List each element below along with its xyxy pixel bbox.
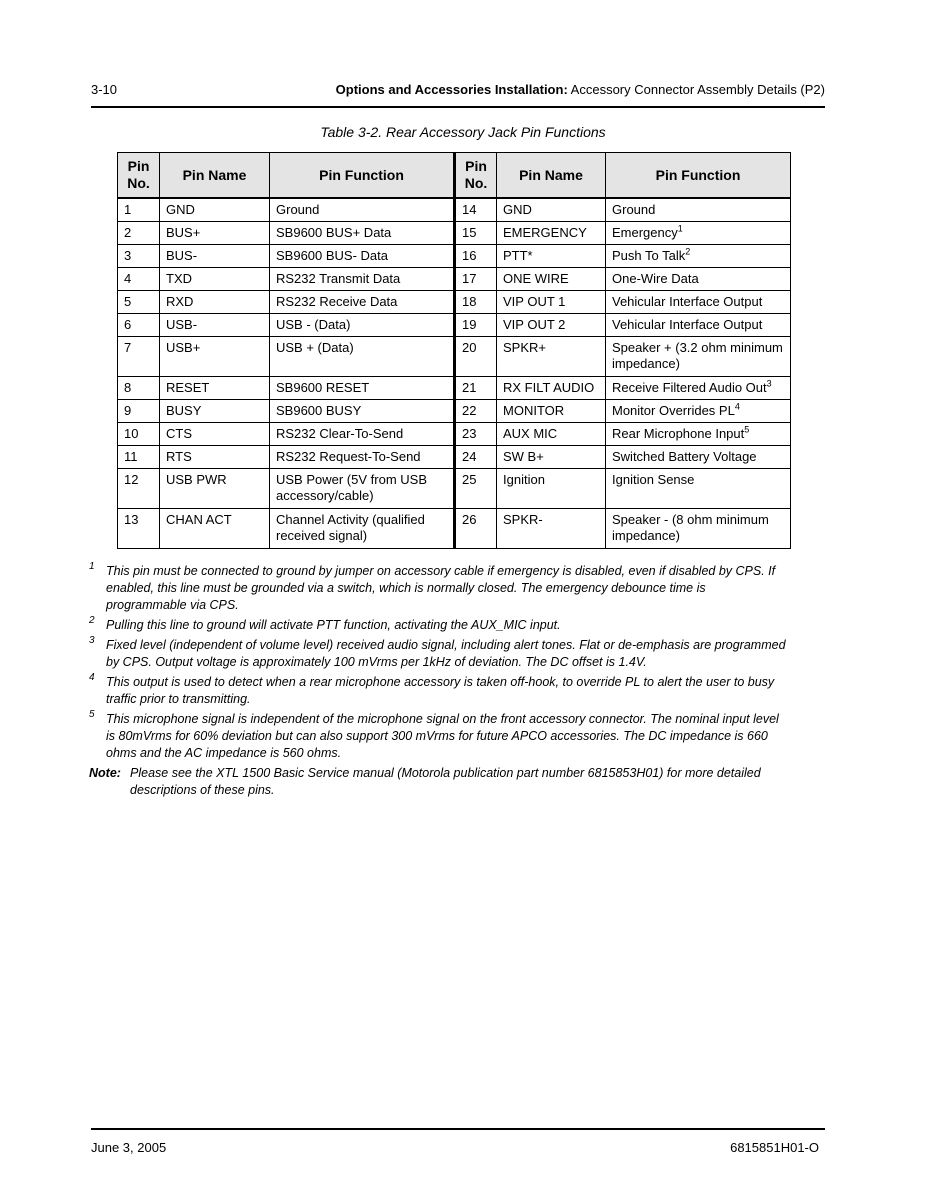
pin-no-cell: 2 (118, 222, 160, 245)
pin-no-cell: 5 (118, 291, 160, 314)
page-header (91, 82, 825, 100)
footnote-mark: 1 (89, 561, 95, 572)
pin-name-cell: CTS (160, 423, 270, 446)
pin-name-cell: GND (497, 198, 606, 222)
section-title-rest: Accessory Connector Assembly Details (P2) (567, 82, 825, 97)
pin-function-cell: Receive Filtered Audio Out$^3$ (606, 377, 791, 400)
pin-no-cell: 14 (455, 198, 497, 222)
pin-function-cell: RS232 Receive Data (270, 291, 455, 314)
table-row (118, 314, 791, 337)
footnote-ref: 4 (734, 401, 740, 412)
pin-function-cell: SB9600 BUS- Data (270, 245, 455, 268)
pin-no-cell: 23 (455, 423, 497, 446)
footnote (89, 617, 789, 634)
pin-function-cell: Speaker + (3.2 ohm minimum impedance) (606, 337, 791, 377)
pin-no-cell: 20 (455, 337, 497, 377)
pin-function-cell: SB9600 RESET (270, 377, 455, 400)
pin-name-cell: GND (160, 198, 270, 222)
footnote-text: Pulling this line to ground will activate PTT function, activating the AUX_MIC input. (106, 618, 561, 632)
pin-name-cell: RX FILT AUDIO (497, 377, 606, 400)
pin-name-cell: VIP OUT 2 (497, 314, 606, 337)
pin-function-cell: RS232 Request-To-Send (270, 446, 455, 469)
note-label: Note: (89, 766, 121, 780)
section-title-bold: Options and Accessories Installation: (335, 82, 568, 97)
pin-name-cell: BUSY (160, 400, 270, 423)
page-footer (91, 1140, 825, 1158)
table-row (118, 446, 791, 469)
header-pin-no: Pin No. (455, 153, 497, 199)
pin-name-cell: CHAN ACT (160, 509, 270, 549)
note-text: Please see the XTL 1500 Basic Service manual (Motorola publication part number 6815853H01) for more detailed descriptions of these pins. (130, 766, 761, 797)
pin-no-cell: 7 (118, 337, 160, 377)
pin-no-cell: 13 (118, 509, 160, 549)
pin-function-cell: One-Wire Data (606, 268, 791, 291)
pin-name-cell: ONE WIRE (497, 268, 606, 291)
pin-name-cell: USB PWR (160, 469, 270, 509)
pin-function-cell: USB + (Data) (270, 337, 455, 377)
table-row (118, 377, 791, 400)
header-rule (91, 106, 825, 108)
pin-function-cell: Switched Battery Voltage (606, 446, 791, 469)
footnote-ref: 1 (677, 223, 683, 234)
table-row (118, 400, 791, 423)
header-pin-name: Pin Name (497, 153, 606, 199)
pin-no-cell: 19 (455, 314, 497, 337)
pin-no-cell: 11 (118, 446, 160, 469)
pin-function-cell: Ignition Sense (606, 469, 791, 509)
pin-function-cell: Vehicular Interface Output (606, 314, 791, 337)
page-number: 3-10 (91, 82, 118, 97)
pin-name-cell: MONITOR (497, 400, 606, 423)
footer-date: June 3, 2005 (91, 1140, 167, 1155)
pin-no-cell: 9 (118, 400, 160, 423)
table-row (118, 245, 791, 268)
footnote-text: This output is used to detect when a rear microphone accessory is taken off-hook, to override PL to alert the user to busy traffic prior to transmitting. (106, 675, 775, 706)
pin-name-cell: AUX MIC (497, 423, 606, 446)
pin-function-cell: SB9600 BUS+ Data (270, 222, 455, 245)
pin-name-cell: TXD (160, 268, 270, 291)
footnote-text: This pin must be connected to ground by jumper on accessory cable if emergency is disabled, even if disabled by CPS. If enabled, this line must be grounded via a switch, which is normally closed. The emergency debounce time is programmable via CPS. (106, 564, 776, 612)
pin-function-cell: Vehicular Interface Output (606, 291, 791, 314)
pin-no-cell: 15 (455, 222, 497, 245)
pin-no-cell: 26 (455, 509, 497, 549)
footnote-mark: 5 (89, 709, 95, 720)
pin-function-cell: Push To Talk$^2$ (606, 245, 791, 268)
footer-part-number: 6815851H01-O (730, 1140, 819, 1155)
pin-name-cell: SPKR+ (497, 337, 606, 377)
pin-no-cell: 1 (118, 198, 160, 222)
pin-function-cell: Channel Activity (qualified received signal) (270, 509, 455, 549)
pin-functions-table (117, 152, 791, 549)
pin-function-cell: SB9600 BUSY (270, 400, 455, 423)
header-pin-name: Pin Name (160, 153, 270, 199)
pin-no-cell: 18 (455, 291, 497, 314)
footnote-ref: 5 (744, 424, 750, 435)
pin-name-cell: SPKR- (497, 509, 606, 549)
footnote-text: Fixed level (independent of volume level) received audio signal, including alert tones. Flat or de-emphasis are programmed by CPS. Output voltage is approximately 100 mVrms per 1kHz of deviation. The DC offset is 1.4V. (106, 638, 786, 669)
pin-name-cell: SW B+ (497, 446, 606, 469)
footnote (89, 674, 789, 708)
pin-function-cell: RS232 Clear-To-Send (270, 423, 455, 446)
pin-function-cell: Ground (270, 198, 455, 222)
footnotes (89, 563, 789, 799)
pin-name-cell: RXD (160, 291, 270, 314)
pin-function-cell: USB - (Data) (270, 314, 455, 337)
pin-name-cell: BUS- (160, 245, 270, 268)
pin-no-cell: 10 (118, 423, 160, 446)
pin-no-cell: 12 (118, 469, 160, 509)
table-row (118, 268, 791, 291)
header-pin-function: Pin Function (270, 153, 455, 199)
footnote-mark: 4 (89, 672, 95, 683)
footnote (89, 711, 789, 762)
footnote-mark: 2 (89, 615, 95, 626)
pin-no-cell: 24 (455, 446, 497, 469)
pin-function-cell: RS232 Transmit Data (270, 268, 455, 291)
header-pin-function: Pin Function (606, 153, 791, 199)
pin-no-cell: 8 (118, 377, 160, 400)
pin-name-cell: Ignition (497, 469, 606, 509)
pin-function-cell: USB Power (5V from USB accessory/cable) (270, 469, 455, 509)
footnote (89, 563, 789, 614)
pin-name-cell: BUS+ (160, 222, 270, 245)
pin-function-cell: Ground (606, 198, 791, 222)
note (89, 765, 789, 799)
footnote-ref: 3 (766, 378, 772, 389)
pin-no-cell: 4 (118, 268, 160, 291)
pin-no-cell: 17 (455, 268, 497, 291)
pin-function-cell: Monitor Overrides $PL^4$ (606, 400, 791, 423)
footnote-text: This microphone signal is independent of the microphone signal on the front accessory connector. The nominal input level is 80mVrms for 60% deviation but can also support 300 mVrms for future APCO accessories. The DC impedance is 660 ohms and the AC impedance is 560 ohms. (106, 712, 779, 760)
table-row (118, 423, 791, 446)
pin-function-cell: Rear Microphone Input$^5$ (606, 423, 791, 446)
pin-no-cell: 21 (455, 377, 497, 400)
table-row (118, 291, 791, 314)
table-row (118, 198, 791, 222)
section-title (336, 82, 825, 97)
pin-name-cell: USB- (160, 314, 270, 337)
pin-name-cell: PTT* (497, 245, 606, 268)
pin-name-cell: RESET (160, 377, 270, 400)
table-row (118, 222, 791, 245)
table-row (118, 509, 791, 549)
footnote-ref: 2 (685, 246, 691, 257)
footnote-mark: 3 (89, 635, 95, 646)
pin-no-cell: 3 (118, 245, 160, 268)
table-row (118, 469, 791, 509)
header-pin-no: Pin No. (118, 153, 160, 199)
pin-no-cell: 22 (455, 400, 497, 423)
pin-name-cell: VIP OUT 1 (497, 291, 606, 314)
footer-rule (91, 1128, 825, 1130)
pin-no-cell: 6 (118, 314, 160, 337)
pin-no-cell: 25 (455, 469, 497, 509)
pin-name-cell: EMERGENCY (497, 222, 606, 245)
pin-name-cell: RTS (160, 446, 270, 469)
table-row (118, 337, 791, 377)
pin-function-cell: Emergency$^1$ (606, 222, 791, 245)
table-caption: Table 3-2. Rear Accessory Jack Pin Functions (320, 124, 606, 140)
table-header-row (118, 153, 791, 199)
footnote (89, 637, 789, 671)
pin-name-cell: USB+ (160, 337, 270, 377)
pin-no-cell: 16 (455, 245, 497, 268)
pin-function-cell: Speaker - (8 ohm minimum impedance) (606, 509, 791, 549)
